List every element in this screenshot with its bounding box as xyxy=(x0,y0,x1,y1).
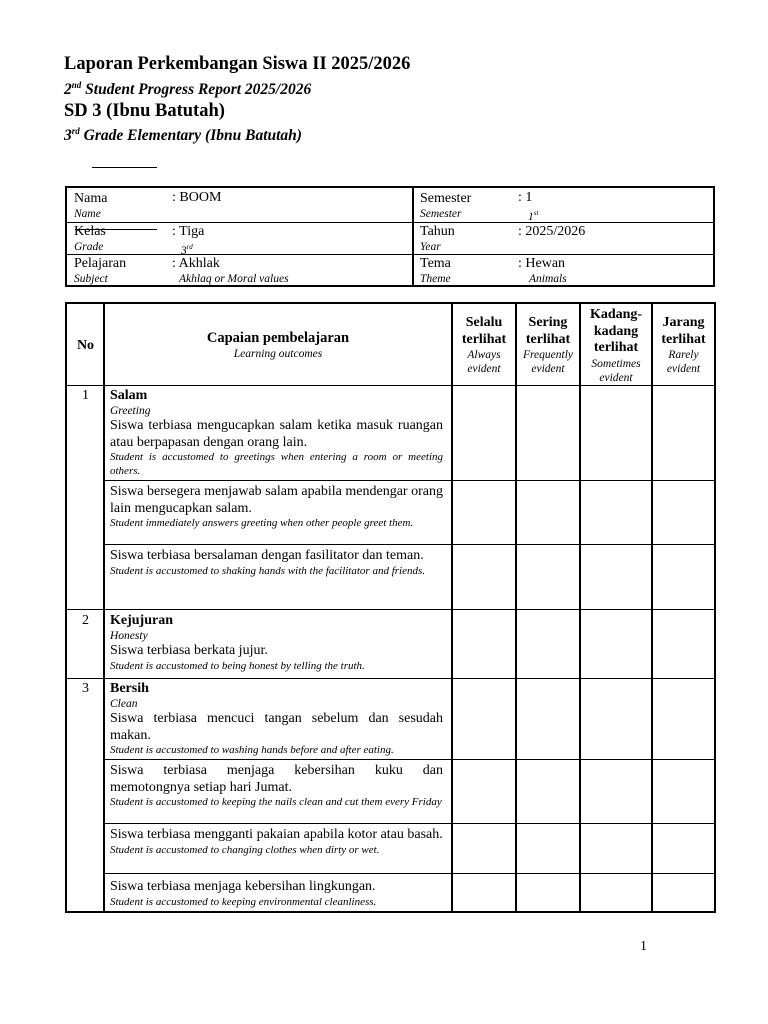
header-outcomes xyxy=(104,330,452,361)
section-title: Salam xyxy=(110,388,148,403)
name-label-cell xyxy=(74,191,107,221)
grade-label: Kelas xyxy=(74,224,106,239)
col-line xyxy=(515,304,517,911)
section-line xyxy=(67,678,714,679)
item-line xyxy=(103,759,714,760)
semester-label-en: Semester xyxy=(420,208,462,220)
year-label: Tahun xyxy=(420,224,455,239)
col-line xyxy=(651,304,653,911)
outcome-text: Siswa terbiasa menjaga kebersihan lingkungan. xyxy=(110,879,376,894)
header-outcomes-en: Learning outcomes xyxy=(233,348,323,360)
header-line xyxy=(67,385,714,386)
report-header xyxy=(64,52,724,145)
semester-en-num: 1 xyxy=(528,210,534,223)
table-row xyxy=(110,763,443,810)
outcome-text: Siswa terbiasa bersalaman dengan fasilitator dan teman. xyxy=(110,548,424,563)
outcome-text-en: Student is accustomed to shaking hands with the facilitator and friends. xyxy=(110,564,426,577)
subject-label: Pelajaran xyxy=(74,256,127,271)
header-some-2: kadang xyxy=(593,323,639,339)
subtitle-ordinal: 2 xyxy=(64,81,72,99)
table-row xyxy=(110,681,443,758)
learning-outcomes-table xyxy=(65,302,716,913)
header-always-en-2: evident xyxy=(467,363,501,375)
section-title-en: Greeting xyxy=(110,405,151,417)
report-subtitle xyxy=(64,76,724,99)
section-number: 1 xyxy=(82,388,89,403)
year-label-en: Year xyxy=(420,241,441,253)
grade-label-en: Grade xyxy=(74,241,104,253)
name-label-en: Name xyxy=(74,208,101,220)
table-row xyxy=(110,613,443,673)
section-number: 3 xyxy=(82,681,89,696)
table-row xyxy=(110,827,443,857)
outcome-text-en: Student is accustomed to keeping environmental cleanliness. xyxy=(110,895,377,908)
header-rare-2: terlihat xyxy=(661,331,706,347)
table-row xyxy=(110,484,443,531)
name-value: : BOOM xyxy=(172,190,222,205)
outcome-text: Siswa terbiasa mengucapkan salam ketika masuk ruangan atau berpapasan dengan orang lain. xyxy=(110,418,443,450)
section-title: Bersih xyxy=(110,681,149,696)
header-freq-2: terlihat xyxy=(525,331,571,347)
grade-en-sup: rd xyxy=(186,243,193,251)
outcome-text-en: Student is accustomed to being honest by telling the truth. xyxy=(110,659,365,672)
year-label-cell xyxy=(420,224,455,254)
student-info-table xyxy=(65,186,715,287)
header-no: No xyxy=(76,338,95,353)
header-some-1: Kadang- xyxy=(589,307,643,322)
semester-value-cell xyxy=(518,190,538,224)
grade-line xyxy=(64,122,724,145)
header-always xyxy=(453,315,515,376)
semester-label: Semester xyxy=(420,191,472,206)
page-number: 1 xyxy=(640,939,647,954)
outcome-text: Siswa terbiasa mengganti pakaian apabila kotor atau basah. xyxy=(110,827,443,842)
grade-sup: rd xyxy=(71,126,80,137)
theme-label-cell xyxy=(420,256,451,286)
theme-value: : Hewan xyxy=(518,256,566,271)
subject-value: : Akhlak xyxy=(172,256,220,271)
outcome-text-en: Student is accustomed to greetings when entering a room or meeting others. xyxy=(110,451,443,477)
header-frequently xyxy=(517,315,579,376)
col-line xyxy=(579,304,581,911)
header-sometimes xyxy=(581,307,651,385)
header-rare-en-1: Rarely xyxy=(668,349,699,361)
grade-ordinal: 3 xyxy=(64,127,72,145)
header-outcomes-label: Capaian pembelajaran xyxy=(206,330,350,346)
outcome-text-en: Student immediately answers greeting when other people greet them. xyxy=(110,517,414,529)
header-always-en-1: Always xyxy=(467,349,501,361)
header-rare-1: Jarang xyxy=(662,315,705,330)
theme-label: Tema xyxy=(420,256,451,271)
outcome-text: Siswa bersegera menjawab salam apabila mendengar orang lain mengucapkan salam. xyxy=(110,484,443,516)
outcome-text: Siswa terbiasa mencuci tangan sebelum dan sesudah makan. xyxy=(110,711,443,743)
theme-label-en: Theme xyxy=(420,273,451,285)
subject-value-cell xyxy=(172,256,289,286)
table-row xyxy=(110,388,443,478)
header-always-1: Selalu xyxy=(465,315,503,330)
table-row xyxy=(110,879,443,909)
outcome-text-en: Student is accustomed to washing hands before and after eating. xyxy=(110,744,394,756)
section-line xyxy=(67,609,714,610)
item-line xyxy=(103,873,714,874)
year-value: : 2025/2026 xyxy=(518,224,586,239)
info-divider xyxy=(412,188,414,285)
grade-rest: Grade Elementary (Ibnu Batutah) xyxy=(79,127,302,145)
outcome-text-en: Student is accustomed to changing clothes when dirty or wet. xyxy=(110,843,380,856)
section-number: 2 xyxy=(82,613,89,628)
header-some-en-1: Sometimes xyxy=(591,357,641,370)
name-label: Nama xyxy=(74,191,108,206)
grade-en-num: 3 xyxy=(181,244,187,257)
theme-value-cell xyxy=(518,256,567,286)
header-rare-en-2: evident xyxy=(666,363,701,375)
item-line xyxy=(103,480,714,481)
divider-line xyxy=(92,167,157,168)
grade-label-cell xyxy=(74,224,106,254)
section-title-en: Clean xyxy=(110,698,138,710)
header-some-3: terlihat xyxy=(593,340,639,355)
semester-en-sup: st xyxy=(533,209,539,217)
info-row-line xyxy=(67,254,713,255)
header-always-2: terlihat xyxy=(461,331,507,347)
header-freq-en-1: Frequently xyxy=(522,349,574,361)
section-title: Kejujuran xyxy=(110,613,173,628)
section-title-en: Honesty xyxy=(110,630,148,642)
subject-label-en: Subject xyxy=(74,273,108,285)
table-row xyxy=(110,548,443,578)
subject-label-cell xyxy=(74,256,126,286)
semester-value: : 1 xyxy=(518,190,533,205)
semester-value-en xyxy=(518,206,538,224)
report-title: Laporan Perkembangan Siswa II 2025/2026 xyxy=(64,54,411,74)
theme-value-en: Animals xyxy=(529,273,567,285)
header-rarely xyxy=(653,315,714,376)
col-line xyxy=(451,304,453,911)
outcome-text: Siswa terbiasa menjaga kebersihan kuku dan memotongnya setiap hari Jumat. xyxy=(110,763,443,795)
school-name: SD 3 (Ibnu Batutah) xyxy=(64,101,225,122)
header-freq-en-2: evident xyxy=(531,363,565,375)
year-value-cell xyxy=(518,224,585,240)
subtitle-rest: Student Progress Report 2025/2026 xyxy=(81,81,312,99)
name-value-cell xyxy=(172,190,221,206)
header-freq-1: Sering xyxy=(528,315,568,330)
grade-value: : Tiga xyxy=(172,224,205,239)
grade-value-cell xyxy=(172,224,204,258)
semester-label-cell xyxy=(420,191,471,221)
subject-value-en: Akhlaq or Moral values xyxy=(179,273,289,285)
item-line xyxy=(103,823,714,824)
outcome-text-en: Student is accustomed to keeping the nails clean and cut them every Friday xyxy=(110,796,442,808)
outcome-text: Siswa terbiasa berkata jujur. xyxy=(110,643,268,658)
item-line xyxy=(103,544,714,545)
header-some-en-2: evident xyxy=(599,371,633,384)
subtitle-sup: nd xyxy=(71,80,82,90)
info-row-line xyxy=(67,222,713,223)
